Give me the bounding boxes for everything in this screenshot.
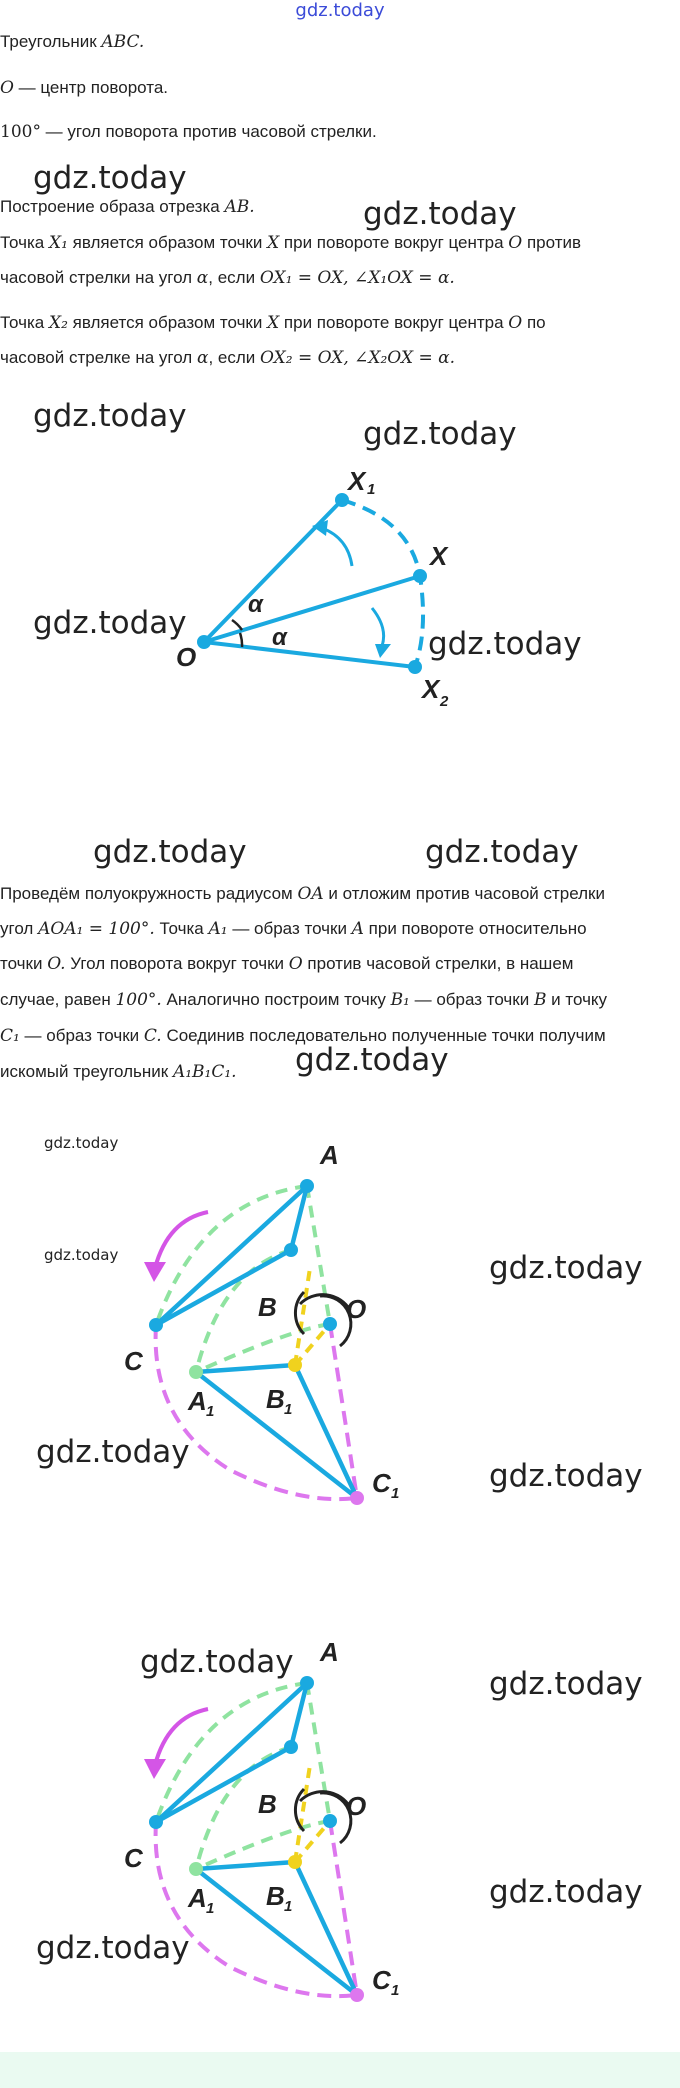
label-b1: B	[266, 1384, 285, 1414]
rotation-arrow	[155, 1709, 208, 1765]
watermark: gdz.today	[44, 1134, 119, 1152]
given-line-angle	[0, 122, 377, 142]
watermark: gdz.today	[489, 1874, 643, 1910]
math: X	[267, 233, 280, 253]
text: — центр поворота.	[13, 78, 168, 97]
point-b1	[288, 1358, 302, 1372]
construction-heading	[0, 197, 255, 217]
text: при повороте вокруг центра	[279, 313, 509, 332]
text: часовой стрелке на угол	[0, 348, 197, 367]
cw-arrow	[372, 608, 384, 646]
text: против часовой стрелки, в нашем	[302, 954, 574, 973]
label-x1: X	[348, 466, 366, 496]
label-c: C	[124, 1346, 143, 1376]
point-o	[197, 635, 211, 649]
construction-p1-line2	[0, 268, 455, 288]
cw-arrow-head	[375, 644, 391, 658]
math: O	[288, 954, 303, 974]
given-line-center	[0, 78, 168, 98]
math: B₁	[390, 990, 410, 1010]
label-alpha-lower: α	[272, 624, 287, 651]
text: и отложим против часовой стрелки	[323, 884, 605, 903]
label-x2: X	[422, 674, 440, 704]
watermark: gdz.today	[363, 196, 517, 232]
text: — образ точки	[227, 919, 352, 938]
watermark: gdz.today	[36, 1434, 190, 1470]
text: , если	[208, 348, 260, 367]
watermark: gdz.today	[425, 834, 579, 870]
text: искомый треугольник	[0, 1062, 173, 1081]
math: X₂	[48, 313, 68, 333]
math: AB.	[224, 197, 255, 217]
point-b	[284, 1740, 298, 1754]
solution-line2	[0, 919, 587, 939]
watermark: gdz.today	[489, 1458, 643, 1494]
watermark: gdz.today	[36, 1930, 190, 1966]
point-a	[300, 1179, 314, 1193]
math: X	[267, 313, 280, 333]
label-a: A	[320, 1140, 339, 1170]
math: O	[508, 313, 523, 333]
label-o: O	[176, 642, 197, 672]
text: Построение образа отрезка	[0, 197, 225, 216]
label-x2-sub: 2	[440, 693, 449, 710]
math: 100°.	[115, 990, 162, 1010]
watermark: gdz.today	[44, 1246, 119, 1264]
label-a: A	[320, 1637, 339, 1667]
construction-p2-line1	[0, 313, 546, 333]
rotation-arrow-head	[144, 1759, 166, 1779]
point-c1	[350, 1988, 364, 2002]
text: Точка	[154, 919, 209, 938]
point-a1	[189, 1365, 203, 1379]
label-alpha-upper: α	[248, 591, 263, 618]
label-a1-sub: 1	[206, 1403, 215, 1420]
math: AOA₁ = 100°.	[38, 919, 155, 939]
given-line-triangle	[0, 32, 144, 52]
text: , если	[208, 268, 260, 287]
text: — образ точки	[19, 1026, 144, 1045]
rotation-arrow-head	[144, 1262, 166, 1282]
math: C.	[143, 1026, 162, 1046]
green-dash-ao	[307, 1186, 330, 1324]
label-c1-sub: 1	[391, 1982, 400, 1999]
math: A₁B₁C₁.	[172, 1062, 237, 1082]
figure1-lines	[204, 500, 423, 667]
math: α	[196, 348, 209, 368]
text: — угол поворота против часовой стрелки.	[40, 122, 377, 141]
math: X₁	[48, 233, 68, 253]
text: при повороте вокруг центра	[279, 233, 509, 252]
construction-p2-line2	[0, 348, 455, 368]
label-b: B	[258, 1789, 277, 1819]
label-o: O	[346, 1294, 367, 1324]
watermark: gdz.today	[140, 1644, 294, 1680]
side-b1c1	[295, 1862, 357, 1995]
math: A	[351, 919, 364, 939]
watermark: gdz.today	[33, 160, 187, 196]
text: и точку	[546, 990, 608, 1009]
label-c1-sub: 1	[391, 1485, 400, 1502]
point-c1	[350, 1491, 364, 1505]
solution-line3	[0, 954, 573, 974]
label-c1: C	[372, 1468, 391, 1498]
text: Соединив последовательно полученные точки получим	[161, 1026, 606, 1045]
label-b1: B	[266, 1881, 285, 1911]
label-a1: A	[188, 1386, 207, 1416]
text: против	[522, 233, 582, 252]
math: B	[533, 990, 547, 1010]
math: O.	[47, 954, 66, 974]
math: OX₂ = OX, ∠X₂OX = α.	[259, 348, 455, 368]
math: A₁	[208, 919, 228, 939]
point-a1	[189, 1862, 203, 1876]
point-c	[149, 1815, 163, 1829]
watermark: gdz.today	[295, 1042, 449, 1078]
text: Проведём полуокружность радиусом	[0, 884, 298, 903]
math: OX₁ = OX, ∠X₁OX = α.	[259, 268, 455, 288]
solution-line1	[0, 884, 605, 904]
math: α	[196, 268, 209, 288]
math: C₁	[0, 1026, 20, 1046]
text: часовой стрелки на угол	[0, 268, 197, 287]
text: Точка	[0, 233, 49, 252]
text: — образ точки	[409, 990, 534, 1009]
green-dash-ao	[307, 1683, 330, 1821]
text: по	[522, 313, 546, 332]
point-x1	[335, 493, 349, 507]
label-a1: A	[188, 1883, 207, 1913]
solution-line4	[0, 990, 607, 1010]
solution-line6	[0, 1062, 237, 1082]
text: Угол поворота вокруг точки	[65, 954, 289, 973]
label-b1-sub: 1	[284, 1898, 293, 1915]
construction-p1-line1	[0, 233, 581, 253]
label-b: B	[258, 1292, 277, 1322]
text: Аналогично построим точку	[161, 990, 391, 1009]
label-x: X	[430, 541, 448, 571]
watermark: gdz.today	[489, 1250, 643, 1286]
ccw-arrow	[322, 528, 352, 566]
watermark: gdz.today	[363, 416, 517, 452]
point-x2	[408, 660, 422, 674]
point-c	[149, 1318, 163, 1332]
point-x	[413, 569, 427, 583]
label-a1-sub: 1	[206, 1900, 215, 1917]
text: является образом точки	[67, 233, 268, 252]
text: Треугольник	[0, 32, 102, 51]
side-b1c1	[295, 1365, 357, 1498]
watermark: gdz.today	[33, 398, 187, 434]
watermark: gdz.today	[93, 834, 247, 870]
rotation-arrow	[155, 1212, 208, 1268]
label-o: O	[346, 1791, 367, 1821]
text: точки	[0, 954, 48, 973]
label-c: C	[124, 1843, 143, 1873]
watermark: gdz.today	[428, 626, 582, 662]
point-b1	[288, 1855, 302, 1869]
site-title[interactable]: gdz.today	[295, 0, 385, 21]
text: является образом точки	[67, 313, 268, 332]
label-c1: C	[372, 1965, 391, 1995]
watermark: gdz.today	[33, 605, 187, 641]
label-b1-sub: 1	[284, 1401, 293, 1418]
math: O	[508, 233, 523, 253]
math: 100°	[0, 122, 41, 142]
point-o	[323, 1317, 337, 1331]
math: OA	[297, 884, 324, 904]
point-a	[300, 1676, 314, 1690]
rotation-figure	[0, 450, 680, 730]
point-b	[284, 1243, 298, 1257]
watermark: gdz.today	[489, 1666, 643, 1702]
label-x1-sub: 1	[367, 481, 376, 498]
text: Точка	[0, 313, 49, 332]
math: ABC.	[101, 32, 145, 52]
text: угол	[0, 919, 39, 938]
text: при повороте относительно	[363, 919, 587, 938]
bottom-bar	[0, 2052, 680, 2088]
text: случае, равен	[0, 990, 116, 1009]
point-o	[323, 1814, 337, 1828]
angle-arc-upper	[232, 620, 242, 630]
math: O	[0, 78, 14, 98]
